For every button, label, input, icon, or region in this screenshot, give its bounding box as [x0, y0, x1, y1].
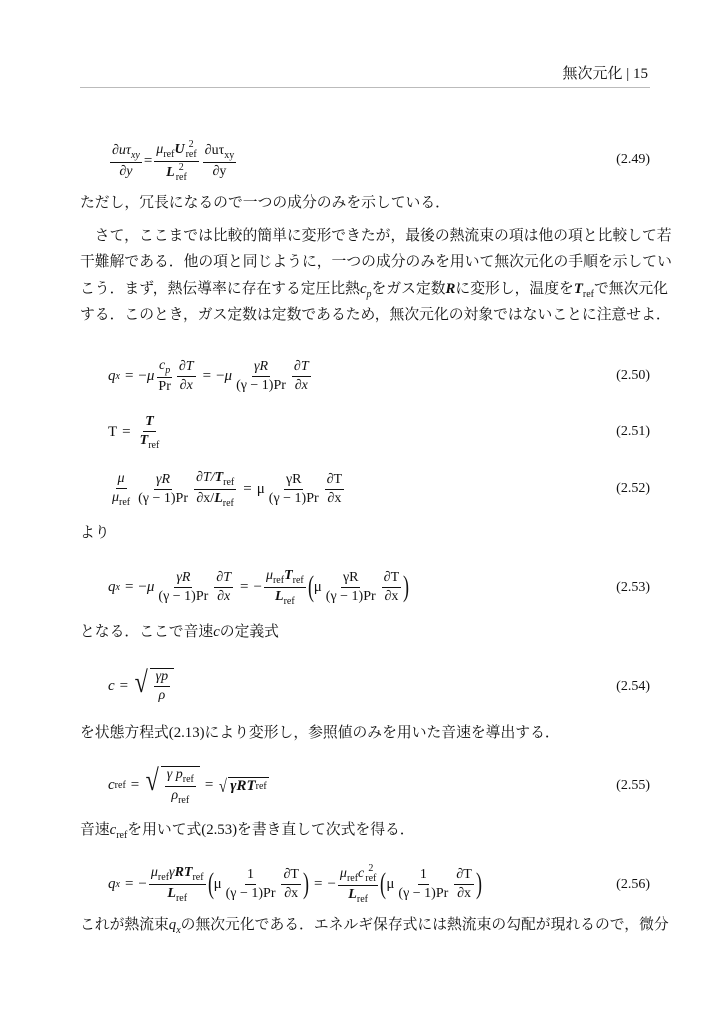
paragraph-line: する．このとき，ガス定数は定数であるため，無次元化の対象ではないことに注意せよ． [80, 307, 671, 323]
gamma-r-t: γRT [230, 777, 256, 794]
paragraph-line: こう．まず，熱伝導率に存在する定圧比熱$c_p$をガス定数Rに変形し，温度を$T_{ref}$で無次元化 [80, 281, 668, 300]
paragraph-line: これが熱流束$q_x$の無次元化である．エネルギ保存式には熱流束の勾配が現れるので，微分 [80, 917, 669, 936]
header-rule [80, 87, 650, 88]
equation-number: (2.52) [616, 481, 650, 496]
equation-2-55: c ref = √ $\frac{\gamma p_{ref}}{\rho_{ref}}$ = √ γRT ref [108, 764, 267, 806]
header-separator: | [622, 66, 633, 82]
equation-2-49: $\frac{\partial u\tau_{xy}}{\partial y}$ = $\mu_{ref}U$ 2 ref L 2 ref $\frac{\partial u\tau_{xy}}{\partial y}$ [112, 139, 235, 184]
equation-number: (2.50) [616, 368, 650, 383]
equation-2-53: q x = − μ $\frac{\gamma R}{(\gamma - 1)Pr}$ $\frac{\partial T}{\partial x}$ = − $\frac{\mu_{ref}T_{ref}}{L_{ref}}$ ( μ $\frac{\gamma R}{(\gamma - 1)Pr}$ $\frac{\partial T}{\partial x}$ ) [108, 568, 410, 607]
equation-2-54: c = √ $\frac{\gamma p}{\rho}$ [108, 668, 174, 704]
page-number: 15 [633, 66, 648, 82]
running-header [562, 62, 648, 83]
equation-2-56: q x = − $\frac{\mu_{ref}\gamma RT_{ref}}{L_{ref}}$ ( μ $\frac{1}{(\gamma - 1)Pr}$ $\frac{\partial T}{\partial x}$ ) = − $\mu_{ref}c$ 2 ref $L_{ref}$ ( μ $\frac{1}{(\gamma - 1)Pr}$ $\frac{\partial T}{\partial x}$ ) [108, 863, 482, 905]
paragraph-line: 音速$c_{ref}$を用いて式(2.53)を書き直して次式を得る． [80, 822, 415, 841]
paragraph-line: を状態方程式(2.13)により変形し，参照値のみを用いた音速を導出する． [80, 725, 560, 741]
equation-number: (2.56) [616, 877, 650, 892]
header-title: 無次元化 [562, 66, 623, 82]
equation-number: (2.55) [616, 778, 650, 793]
paragraph-line: 干難解である．他の項と同じように，一つの成分のみを用いて無次元化の手順を示してい [80, 254, 672, 270]
paragraph-line: となる．ここで音速cの定義式 [80, 624, 279, 640]
equation-2-50: q x = − μ $\frac{c_p}{Pr}$ $\frac{\partial T}{\partial x}$ = − μ $\frac{\gamma R}{(\gamma - 1)Pr}$ $\frac{\partial T}{\partial x}$ [108, 358, 309, 394]
equation-number: (2.49) [616, 152, 650, 167]
paragraph-line: ただし，冗長になるので一つの成分のみを示している． [80, 195, 450, 211]
equation-2-51: T = $\frac{T}{T_{ref}}$ [108, 414, 160, 451]
equation-number: (2.54) [616, 679, 650, 694]
equation-2-52: $\frac{\mu}{\mu_{ref}}$ $\frac{\gamma R}{(\gamma - 1)Pr}$ $\frac{\partial T/T_{ref}}{\partial x/L_{ref}}$ = μ $\frac{\gamma R}{(\gamma - 1)Pr}$ $\frac{\partial T}{\partial x}$ [112, 470, 343, 509]
paragraph-line: さて，ここまでは比較的簡単に変形できたが，最後の熱流束の項は他の項と比較して若 [80, 228, 672, 244]
paragraph-line: より [80, 525, 110, 541]
equation-number: (2.53) [616, 580, 650, 595]
equation-number: (2.51) [616, 424, 650, 439]
